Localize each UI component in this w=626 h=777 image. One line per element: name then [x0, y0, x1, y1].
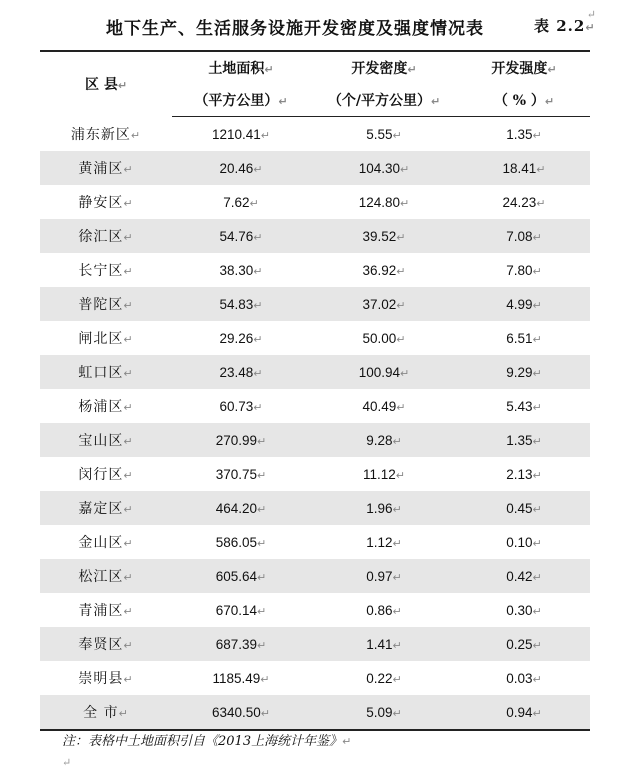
- cell-dev-density: 104.30↵: [310, 151, 458, 185]
- cell-dev-density: 36.92↵: [362, 262, 406, 278]
- cell-dev-intensity: 4.99↵: [458, 287, 590, 321]
- cell-district: 徐汇区↵: [40, 219, 172, 253]
- header-dev-density: 开发密度↵: [351, 61, 417, 77]
- cell-land-area: 23.48↵: [172, 355, 310, 389]
- cell-dev-density: 50.00↵: [362, 330, 406, 346]
- table-body: [40, 117, 590, 731]
- table-row: [40, 253, 590, 287]
- cell-district: 松江区↵: [40, 559, 172, 593]
- table-row: [40, 321, 590, 355]
- cell-dev-intensity: 1.35↵: [458, 423, 590, 457]
- cell-dev-density: 9.28↵: [310, 423, 458, 457]
- cell-dev-density: 37.02↵: [310, 287, 458, 321]
- table-row: [40, 695, 590, 730]
- table-number: 表 2.2↵: [534, 17, 596, 35]
- cell-land-area: 605.64↵: [172, 559, 310, 593]
- table-title-line: [40, 14, 596, 40]
- cell-dev-density: 11.12↵: [363, 466, 405, 482]
- header-dev-intensity-unit: （ % ）↵: [458, 84, 590, 117]
- cell-land-area: 7.62↵: [223, 194, 259, 210]
- cell-dev-density: 100.94↵: [310, 355, 458, 389]
- table-row: [40, 525, 590, 559]
- header-land-area: 土地面积↵: [208, 61, 274, 77]
- cell-district: 全 市↵: [40, 695, 172, 730]
- cell-dev-density: 5.55↵: [366, 126, 402, 142]
- cell-land-area: 1210.41↵: [211, 126, 271, 142]
- cell-dev-intensity: 0.10↵: [506, 534, 542, 550]
- cell-dev-intensity: 7.08↵: [458, 219, 590, 253]
- cell-district: 宝山区↵: [40, 423, 172, 457]
- cell-district: 奉贤区↵: [40, 627, 172, 661]
- cell-land-area: 687.39↵: [172, 627, 310, 661]
- cell-dev-intensity: 1.35↵: [506, 126, 542, 142]
- table-row: [40, 661, 590, 695]
- data-table: [40, 50, 590, 731]
- table-row: [40, 593, 590, 627]
- cell-district: 静安区↵: [78, 195, 134, 211]
- cell-district: 虹口区↵: [40, 355, 172, 389]
- cell-dev-intensity: 24.23↵: [502, 194, 546, 210]
- end-paragraph-mark: ↵: [62, 756, 72, 769]
- table-row: [40, 185, 590, 219]
- cell-dev-intensity: 7.80↵: [506, 262, 542, 278]
- header-row: [40, 51, 590, 84]
- cell-dev-density: 39.52↵: [310, 219, 458, 253]
- cell-dev-intensity: 18.41↵: [458, 151, 590, 185]
- header-land-area-unit: （平方公里）↵: [172, 84, 310, 117]
- cell-dev-intensity: 0.03↵: [506, 670, 542, 686]
- cell-district: 崇明县↵: [78, 671, 134, 687]
- cell-district: 黄浦区↵: [40, 151, 172, 185]
- cell-land-area: 670.14↵: [215, 602, 267, 618]
- cell-land-area: 1185.49↵: [212, 670, 270, 686]
- cell-dev-density: 40.49↵: [362, 398, 406, 414]
- table-row: [40, 423, 590, 457]
- header-district: 区 县↵: [84, 77, 128, 94]
- cell-district: 普陀区↵: [40, 287, 172, 321]
- cell-district: 闵行区↵: [78, 467, 134, 483]
- cell-dev-intensity: 0.45↵: [458, 491, 590, 525]
- table-row: [40, 219, 590, 253]
- table-row: [40, 491, 590, 525]
- cell-district: 闸北区↵: [78, 331, 134, 347]
- cell-land-area: 586.05↵: [215, 534, 267, 550]
- table-note: 注：表格中土地面积引自《2013上海统计年鉴》↵: [62, 734, 352, 749]
- cell-district: 长宁区↵: [78, 263, 134, 279]
- cell-land-area: 29.26↵: [219, 330, 263, 346]
- cell-dev-intensity: 0.30↵: [506, 602, 542, 618]
- cell-dev-intensity: 0.42↵: [458, 559, 590, 593]
- cell-land-area: 270.99↵: [172, 423, 310, 457]
- cell-district: 金山区↵: [78, 535, 134, 551]
- cell-dev-density: 0.22↵: [366, 670, 402, 686]
- table-row: [40, 151, 590, 185]
- table-row: [40, 287, 590, 321]
- cell-land-area: 20.46↵: [172, 151, 310, 185]
- table-row: [40, 355, 590, 389]
- cell-district: 嘉定区↵: [40, 491, 172, 525]
- header-dev-intensity: 开发强度↵: [491, 61, 557, 77]
- cell-land-area: 370.75↵: [215, 466, 267, 482]
- cell-land-area: 6340.50↵: [172, 695, 310, 730]
- cell-land-area: 464.20↵: [172, 491, 310, 525]
- cell-dev-density: 0.86↵: [366, 602, 402, 618]
- cell-dev-density: 124.80↵: [358, 194, 410, 210]
- table-row: [40, 457, 590, 491]
- cell-dev-intensity: 0.25↵: [458, 627, 590, 661]
- table-row: [40, 559, 590, 593]
- cell-dev-density: 1.41↵: [310, 627, 458, 661]
- table-row: [40, 627, 590, 661]
- cell-land-area: 54.83↵: [172, 287, 310, 321]
- table-row: [40, 117, 590, 152]
- cell-dev-density: 5.09↵: [310, 695, 458, 730]
- cell-dev-intensity: 9.29↵: [458, 355, 590, 389]
- cell-dev-density: 1.96↵: [310, 491, 458, 525]
- cell-dev-intensity: 5.43↵: [506, 398, 542, 414]
- cell-district: 青浦区↵: [78, 603, 134, 619]
- cell-dev-density: 0.97↵: [310, 559, 458, 593]
- table-row: [40, 389, 590, 423]
- cell-dev-density: 1.12↵: [366, 534, 402, 550]
- corner-mark: ↵: [586, 8, 596, 21]
- cell-dev-intensity: 2.13↵: [506, 466, 542, 482]
- cell-district: 浦东新区↵: [70, 126, 142, 143]
- cell-land-area: 38.30↵: [219, 262, 263, 278]
- cell-dev-intensity: 0.94↵: [458, 695, 590, 730]
- header-dev-density-unit: （个/平方公里）↵: [310, 84, 458, 117]
- cell-land-area: 60.73↵: [219, 398, 263, 414]
- table-title: 地下生产、生活服务设施开发密度及强度情况表: [106, 19, 484, 39]
- cell-district: 杨浦区↵: [78, 399, 134, 415]
- cell-land-area: 54.76↵: [172, 219, 310, 253]
- cell-dev-intensity: 6.51↵: [506, 330, 542, 346]
